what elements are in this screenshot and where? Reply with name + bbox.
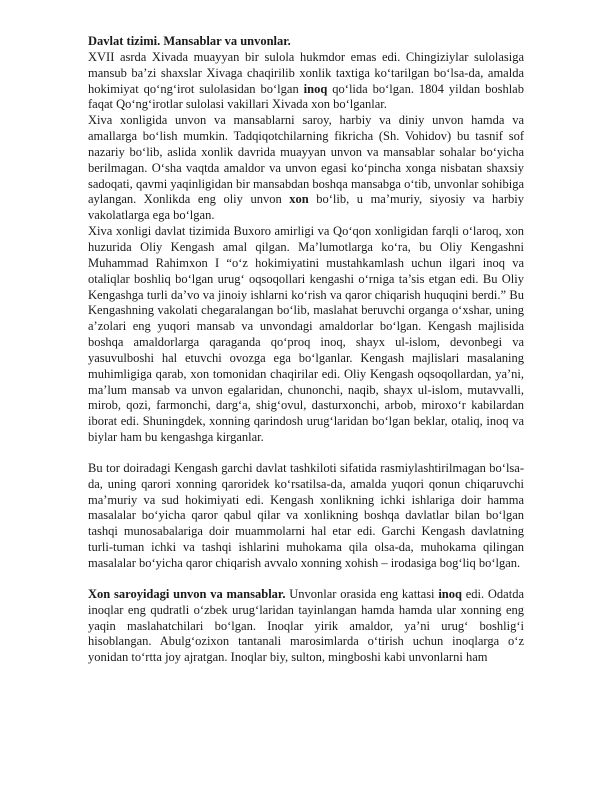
paragraph-2-bold-term: xon xyxy=(289,192,309,207)
paragraph-5-text-a: Unvonlar orasida eng kattasi xyxy=(285,586,439,601)
paragraph-1-bold-term: inoq xyxy=(303,81,328,96)
document-page xyxy=(88,34,524,666)
paragraph-5-text-c: edi. Odatda inoqlar eng qudratli o‘zbek urug‘laridan tayinlangan hamda hamda ular xonning eng yaqin maslahatchilari bo‘lgan. Inoqlar yirik amaldor, ya’ni urug‘ boshlig‘i hisoblangan. Abulg‘ozixon tantanali marosimlarda o‘tirish uchun inoqlarga o‘z yonidan to‘rtta joy ajratgan. Inoqlar biy, sulton, mingboshi kabi unvonlarni ham xyxy=(88,586,524,665)
section-heading: Xon saroyidagi unvon va mansablar. xyxy=(88,586,286,601)
paragraph-2 xyxy=(88,113,524,224)
document-title: Davlat tizimi. Mansablar va unvonlar. xyxy=(88,34,291,48)
paragraph-5 xyxy=(88,587,524,666)
paragraph-1-text-a: XVII asrda Xivada muayyan bir sulola hukmdor emas edi. Chingiziylar sulolasiga mansub ba’zi shaxslar Xivaga chaqirilib xonlik taxtiga ko‘tarilgan bo‘lsa-da, amalda hokimiyat qo‘ng‘irot sulolasidan bo‘lgan xyxy=(88,49,524,96)
paragraph-3: Xiva xonligi davlat tizimida Buxoro amirligi va Qo‘qon xonligidan farqli o‘laroq, xon huzurida Oliy Kengash amal qilgan. Ma’lumotlarga ko‘ra, bu Oliy Kengashni Muhammad Rahimxon I “o‘z hokimiyatini mustahkamlash uchun ilgari inoq va otaliqlar boshliq bo‘lgan urug‘ oqsoqollari kengashi o‘rniga ta’sis etgan edi. Bu Oliy Kengashga turli da’vo va jinoiy ishlarni ko‘rish va qaror chiqarish huquqini berdi.” Bu Kengashning vakolati chegaralangan bo‘lib, maslahat beruvchi organga o‘xshar, uning a’zolari eng yuqori mansab va unvondagi amaldorlar bo‘lgan. Kengash majlisida boshqa amaldorlarga qaraganda qo‘proq inoq, shayx ul-islom, devonbegi va yasuvulboshi hal etuvchi ovozga ega bo‘lganlar. Kengash majlislari masalaning muhimligiga qarab, xon tomonidan chaqirilar edi. Oliy Kengash oqsoqollardan, ya’ni, ma’lum mansab va unvon egalaridan, chunonchi, naqib, shayx ul-islom, mutavvalli, mirob, qozi, farmonchi, darg‘a, shig‘ovul, dasturxonchi, arbob, miroxo‘r kabilardan iborat edi. Shuningdek, xonning qarindosh urug‘laridan bo‘lgan beklar, otaliq, inoq va biylar ham bu kengashga kirganlar. xyxy=(88,224,524,445)
paragraph-4: Bu tor doiradagi Kengash garchi davlat tashkiloti sifatida rasmiylashtirilmagan bo‘lsa-da, uning qarori xonning qaroridek ko‘rsatilsa-da, amalda yuqori qonun chiqaruvchi ma’muriy va sud hokimiyati edi. Kengash xonlikning ichki ishlariga doir hamma masalalar bo‘yicha qaror qabul qilar va xonlikning boshqa davlatlar bilan bo‘lgan tashqi munosabalariga doir muammolarni hal etar edi. Garchi Kengash davlatning turli-tuman ichki va tashqi ishlarini muhokama qila olsa-da, muhokama qilingan masalalar bo‘yicha qaror chiqarish avvalo xonning xohish – irodasiga bog‘liq bo‘lgan. xyxy=(88,460,524,570)
paragraph-1-text-c: qo‘lida bo‘lgan. 1804 yildan boshlab faqat Qo‘ng‘irotlar sulolasi vakillari Xivada xon bo‘lganlar. xyxy=(88,81,524,112)
paragraph-1 xyxy=(88,50,524,113)
paragraph-2-text-c: bo‘lib, u ma’muriy, siyosiy va harbiy vakolatlarga ega bo‘lgan. xyxy=(88,192,524,223)
paragraph-5-bold-term: inoq xyxy=(438,586,462,601)
paragraph-2-text-a: Xiva xonligida unvon va mansablarni saroy, harbiy va diniy unvon hamda va amallarga bo‘lish mumkin. Tadqiqotchilarning fikricha (Sh. Vohidov) bu tasnif sof nazariy bo‘lib, aslida xonlik davrida muayyan unvon va mansablar sohalar bo‘yicha berilmagan. O‘sha vaqtda amaldor va unvon egasi ko‘pincha xonga nisbatan shaxsiy sadoqati, qavmi yaqinligidan bir mansabdan boshqa mansabga o‘tib, unvonlar sohibiga aylangan. Xonlikda eng oliy unvon xyxy=(88,113,524,207)
